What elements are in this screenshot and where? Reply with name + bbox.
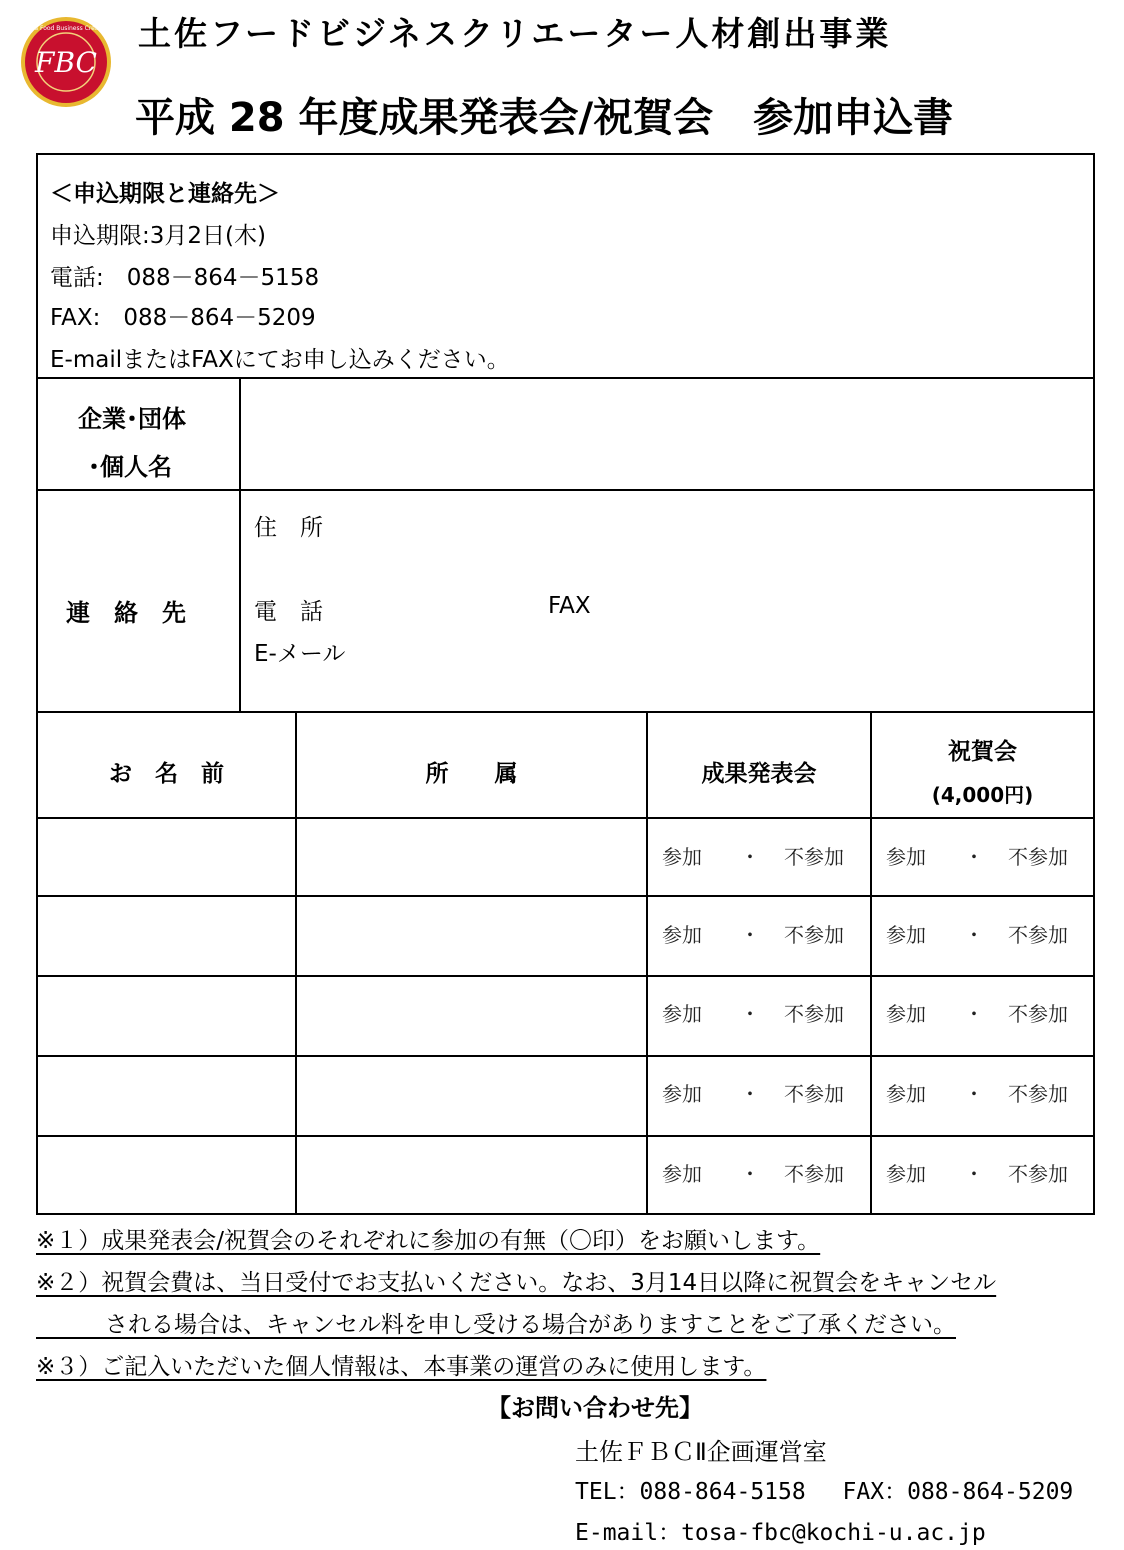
presentation-attend-option[interactable]: 参加 <box>662 1002 702 1026</box>
phone-text: 電話: 088－864－5158 <box>50 265 320 291</box>
option-separator: ・ <box>964 845 984 869</box>
participant-name-cell[interactable] <box>38 1137 295 1213</box>
option-separator: ・ <box>964 1162 984 1186</box>
party-attend-option[interactable]: 参加 <box>886 923 926 947</box>
inquiry-tel-fax: TEL：088-864-5158 FAX：088-864-5209 <box>575 1479 1074 1505</box>
option-separator: ・ <box>740 923 760 947</box>
page-title: 平成 28 年度成果発表会/祝賀会 参加申込書 <box>135 95 954 141</box>
column-header-name: お 名 前 <box>109 761 224 787</box>
presentation-not-attend-option[interactable]: 不参加 <box>784 1082 844 1106</box>
party-attend-option[interactable]: 参加 <box>886 1162 926 1186</box>
option-separator: ・ <box>964 1082 984 1106</box>
deadline-section-title: ＜申込期限と連絡先＞ <box>50 181 280 207</box>
party-not-attend-option[interactable]: 不参加 <box>1008 923 1068 947</box>
logo-text: Tosa Food Business Creator <box>24 25 108 32</box>
participant-affiliation-cell[interactable] <box>297 819 646 895</box>
presentation-attend-option[interactable]: 参加 <box>662 1082 702 1106</box>
presentation-attend-option[interactable]: 参加 <box>662 923 702 947</box>
column-header-presentation: 成果発表会 <box>701 761 817 787</box>
applicant-label-line1: 企業･団体 <box>78 405 186 433</box>
note-3: ※３）ご記入いただいた個人情報は、本事業の運営のみに使用します。 <box>36 1354 767 1380</box>
presentation-attend-option[interactable]: 参加 <box>662 845 702 869</box>
presentation-attend-option[interactable]: 参加 <box>662 1162 702 1186</box>
participant-name-cell[interactable] <box>38 977 295 1055</box>
column-header-party: 祝賀会 <box>948 739 1017 765</box>
inquiry-email[interactable]: E-mail：tosa-fbc@kochi-u.ac.jp <box>575 1520 986 1546</box>
application-form <box>36 153 1095 1215</box>
option-separator: ・ <box>740 1082 760 1106</box>
participant-name-cell[interactable] <box>38 897 295 975</box>
option-separator: ・ <box>964 1002 984 1026</box>
presentation-not-attend-option[interactable]: 不参加 <box>784 845 844 869</box>
presentation-not-attend-option[interactable]: 不参加 <box>784 1002 844 1026</box>
party-attend-option[interactable]: 参加 <box>886 845 926 869</box>
applicant-label-line2: ･個人名 <box>88 453 172 481</box>
party-attend-option[interactable]: 参加 <box>886 1082 926 1106</box>
option-separator: ・ <box>740 1162 760 1186</box>
party-not-attend-option[interactable]: 不参加 <box>1008 1002 1068 1026</box>
participant-name-cell[interactable] <box>38 1057 295 1135</box>
submission-method-text: E-mailまたはFAXにてお申し込みください。 <box>50 347 510 373</box>
column-header-affiliation: 所 属 <box>425 761 518 787</box>
presentation-not-attend-option[interactable]: 不参加 <box>784 923 844 947</box>
note-2: ※２）祝賀会費は、当日受付でお支払いください。なお、3月14日以降に祝賀会をキャンセル <box>36 1270 997 1296</box>
party-not-attend-option[interactable]: 不参加 <box>1008 1162 1068 1186</box>
party-not-attend-option[interactable]: 不参加 <box>1008 845 1068 869</box>
participant-affiliation-cell[interactable] <box>297 1137 646 1213</box>
participant-affiliation-cell[interactable] <box>297 1057 646 1135</box>
option-separator: ・ <box>964 923 984 947</box>
option-separator: ・ <box>740 1002 760 1026</box>
fax-text: FAX: 088－864－5209 <box>50 305 316 331</box>
logo <box>20 16 112 108</box>
deadline-text: 申込期限:3月2日(木) <box>50 223 266 249</box>
participant-name-cell[interactable] <box>38 819 295 895</box>
presentation-not-attend-option[interactable]: 不参加 <box>784 1162 844 1186</box>
note-2-continued: される場合は、キャンセル料を申し受ける場合がありますことをご了承ください。 <box>36 1312 956 1338</box>
logo-mark: FBC <box>35 46 97 79</box>
applicant-name-field[interactable] <box>241 379 1093 487</box>
note-1: ※１）成果発表会/祝賀会のそれぞれに参加の有無（〇印）をお願いします。 <box>36 1228 821 1254</box>
column-header-party-fee: (4,000円) <box>931 783 1034 807</box>
party-attend-option[interactable]: 参加 <box>886 1002 926 1026</box>
address-label: 住 所 <box>254 515 323 541</box>
contact-label: 連 絡 先 <box>66 599 186 627</box>
contact-phone-label: 電 話 <box>254 599 323 625</box>
inquiry-title: 【お問い合わせ先】 <box>487 1394 703 1422</box>
inquiry-office: 土佐ＦＢＣⅡ企画運営室 <box>575 1438 827 1466</box>
party-not-attend-option[interactable]: 不参加 <box>1008 1082 1068 1106</box>
contact-email-label: E-メール <box>254 641 346 667</box>
org-title: 土佐フードビジネスクリエーター人材創出事業 <box>138 14 892 53</box>
contact-fax-label: FAX <box>548 593 591 619</box>
option-separator: ・ <box>740 845 760 869</box>
participant-affiliation-cell[interactable] <box>297 977 646 1055</box>
participant-affiliation-cell[interactable] <box>297 897 646 975</box>
